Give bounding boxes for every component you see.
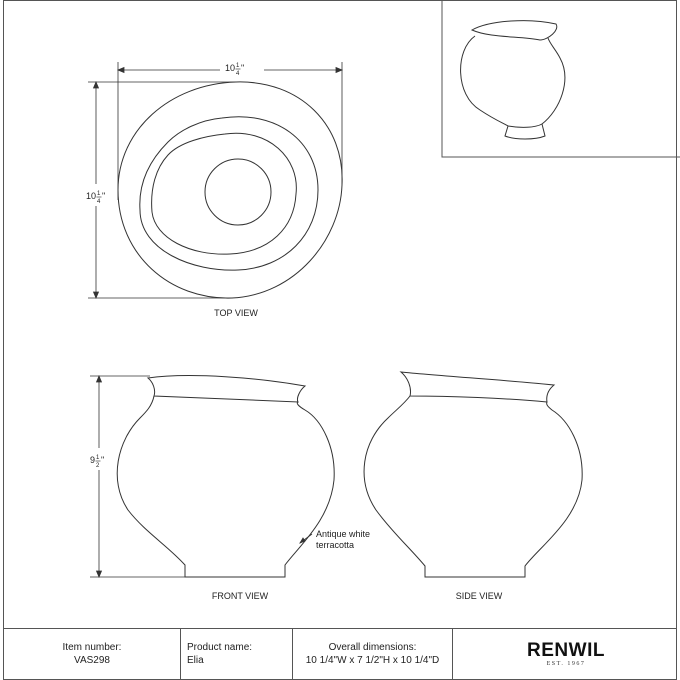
front-view-body: [117, 396, 334, 577]
side-view-body: [364, 396, 582, 577]
brand-logo: [452, 628, 680, 680]
side-view: [364, 372, 582, 577]
svg-text:": ": [241, 63, 245, 73]
front-view: [117, 376, 334, 577]
top-view: [118, 82, 342, 298]
svg-text:1: 1: [236, 63, 240, 69]
front-view-label: FRONT VIEW: [211, 591, 269, 601]
svg-text:4: 4: [236, 71, 240, 77]
svg-text:1: 1: [96, 455, 100, 461]
top-view-label: TOP VIEW: [214, 308, 258, 318]
side-view-lip: [401, 372, 554, 402]
product-name-value: Elia: [187, 655, 204, 666]
item-number-cell: [4, 628, 180, 680]
top-view-rim: [118, 82, 342, 298]
svg-text:10: 10: [86, 191, 97, 201]
svg-text:1: 1: [97, 191, 101, 197]
svg-text:": ": [102, 191, 106, 201]
svg-text:9: 9: [90, 455, 96, 465]
material-callout-line2: terracotta: [316, 540, 355, 550]
dimensions-value: 10 1/4"W x 7 1/2"H x 10 1/4"D: [305, 655, 440, 666]
inset-frame: [442, 0, 680, 157]
front-view-dimensions: [90, 376, 312, 577]
svg-text:10: 10: [225, 63, 236, 73]
material-callout-line1: Antique white: [316, 529, 371, 539]
isometric-view: [461, 21, 565, 139]
svg-text:": ": [101, 455, 105, 465]
side-view-label: SIDE VIEW: [455, 591, 503, 601]
top-view-opening: [152, 133, 297, 254]
top-view-dimensions: [88, 62, 342, 298]
product-name-label: Product name:: [187, 642, 253, 653]
top-view-neck: [140, 117, 318, 270]
front-view-lip: [148, 376, 305, 402]
dimensions-label: Overall dimensions:: [328, 642, 417, 653]
product-name-cell: [181, 628, 292, 680]
item-number-value: VAS298: [74, 655, 110, 666]
sheet-border: [4, 1, 677, 680]
brand-name: RENWIL: [527, 640, 605, 661]
item-number-label: Item number:: [62, 642, 122, 653]
svg-text:4: 4: [97, 199, 101, 205]
dimensions-cell: [293, 628, 452, 680]
top-view-base: [205, 159, 271, 225]
svg-text:2: 2: [96, 463, 100, 469]
brand-established: EST. 1967: [546, 661, 586, 667]
